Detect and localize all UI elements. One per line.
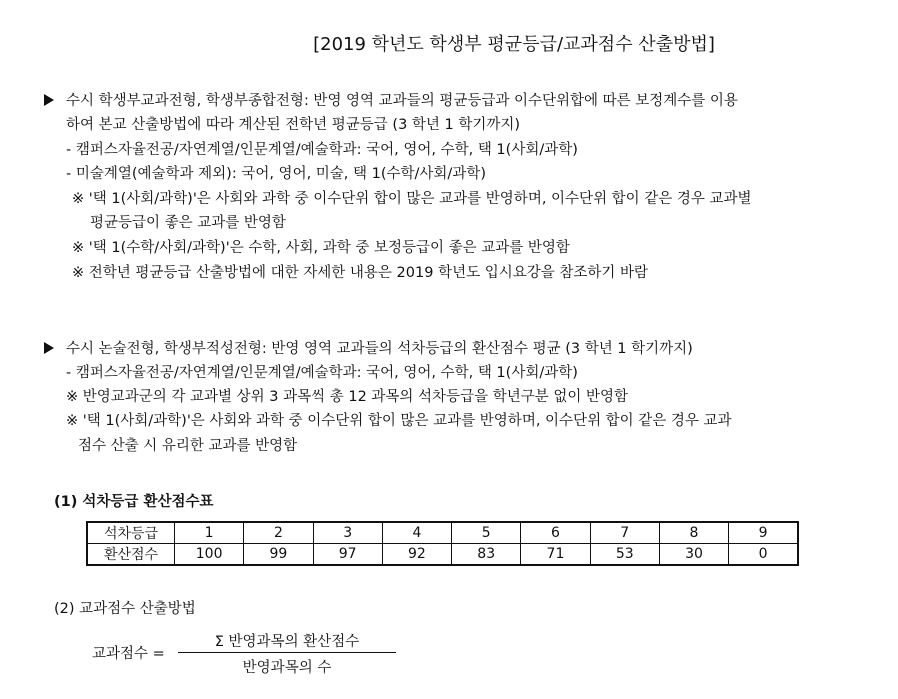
triangle-bullet-icon <box>44 94 54 106</box>
formula-denominator: 반영과목의 수 <box>242 660 332 676</box>
table-row-scores <box>87 544 798 566</box>
grade-cell: 3 <box>313 522 382 544</box>
grade-cell: 9 <box>729 522 798 544</box>
section1-item: - 미술계열(예술학과 제외): 국어, 영어, 미술, 택 1(수학/사회/과학) <box>66 166 486 182</box>
formula-numerator: Σ 반영과목의 환산점수 <box>214 634 360 650</box>
grade-cell: 8 <box>659 522 728 544</box>
score-cell: 97 <box>313 544 382 566</box>
section2-item: - 캠퍼스자율전공/자연계열/인문계열/예술학과: 국어, 영어, 수학, 택 1(사회/과학) <box>66 365 578 381</box>
grade-cell: 2 <box>244 522 313 544</box>
section2-note: ※ '택 1(사회/과학)'은 사회와 과학 중 이수단위 합이 많은 교과를 반영하며, 이수단위 합이 같은 경우 교과 <box>66 413 732 429</box>
row-header-grade: 석차등급 <box>87 522 175 544</box>
grade-cell: 7 <box>590 522 659 544</box>
triangle-bullet-icon <box>44 342 54 354</box>
score-cell: 71 <box>521 544 590 566</box>
section1-item: - 캠퍼스자율전공/자연계열/인문계열/예술학과: 국어, 영어, 수학, 택 1(사회/과학) <box>66 142 578 158</box>
section1-heading: 수시 학생부교과전형, 학생부종합전형: 반영 영역 교과들의 평균등급과 이수단위합에 따른 보정계수를 이용 <box>44 89 738 110</box>
section1-note: ※ '택 1(사회/과학)'은 사회와 과학 중 이수단위 합이 많은 교과를 반영하며, 이수단위 합이 같은 경우 교과별 <box>72 191 752 207</box>
section1-note-cont: 평균등급이 좋은 교과를 반영함 <box>90 215 286 231</box>
score-cell: 92 <box>382 544 451 566</box>
page-title: [2019 학년도 학생부 평균등급/교과점수 산출방법] <box>313 34 715 55</box>
formula-lhs: 교과점수 = <box>92 646 165 662</box>
score-cell: 83 <box>452 544 521 566</box>
section2-note: ※ 반영교과군의 각 교과별 상위 3 과목씩 총 12 과목의 석차등급을 학년구분 없이 반영함 <box>66 389 628 405</box>
score-cell: 30 <box>659 544 728 566</box>
section2-heading: 수시 논술전형, 학생부적성전형: 반영 영역 교과들의 석차등급의 환산점수 평균 (3 학년 1 학기까지) <box>44 337 693 358</box>
score-cell: 99 <box>244 544 313 566</box>
grade-cell: 6 <box>521 522 590 544</box>
grade-cell: 1 <box>175 522 244 544</box>
section1-note: ※ 전학년 평균등급 산출방법에 대한 자세한 내용은 2019 학년도 입시요강을 참조하기 바람 <box>72 265 648 281</box>
section1-heading-cont: 하여 본교 산출방법에 따라 계산된 전학년 평균등급 (3 학년 1 학기까지) <box>66 117 521 133</box>
grade-score-table <box>86 521 799 566</box>
table-row-grades <box>87 522 798 544</box>
fraction-bar <box>178 652 396 653</box>
section1-note: ※ '택 1(수학/사회/과학)'은 수학, 사회, 과학 중 보정등급이 좋은 교과를 반영함 <box>72 240 570 256</box>
grade-cell: 4 <box>382 522 451 544</box>
formula-label: (2) 교과점수 산출방법 <box>54 601 196 617</box>
row-header-score: 환산점수 <box>87 544 175 566</box>
table-label: (1) 석차등급 환산점수표 <box>54 494 214 510</box>
score-cell: 0 <box>729 544 798 566</box>
score-cell: 53 <box>590 544 659 566</box>
grade-cell: 5 <box>452 522 521 544</box>
section2-note-cont: 점수 산출 시 유리한 교과를 반영함 <box>78 438 298 454</box>
score-cell: 100 <box>175 544 244 566</box>
